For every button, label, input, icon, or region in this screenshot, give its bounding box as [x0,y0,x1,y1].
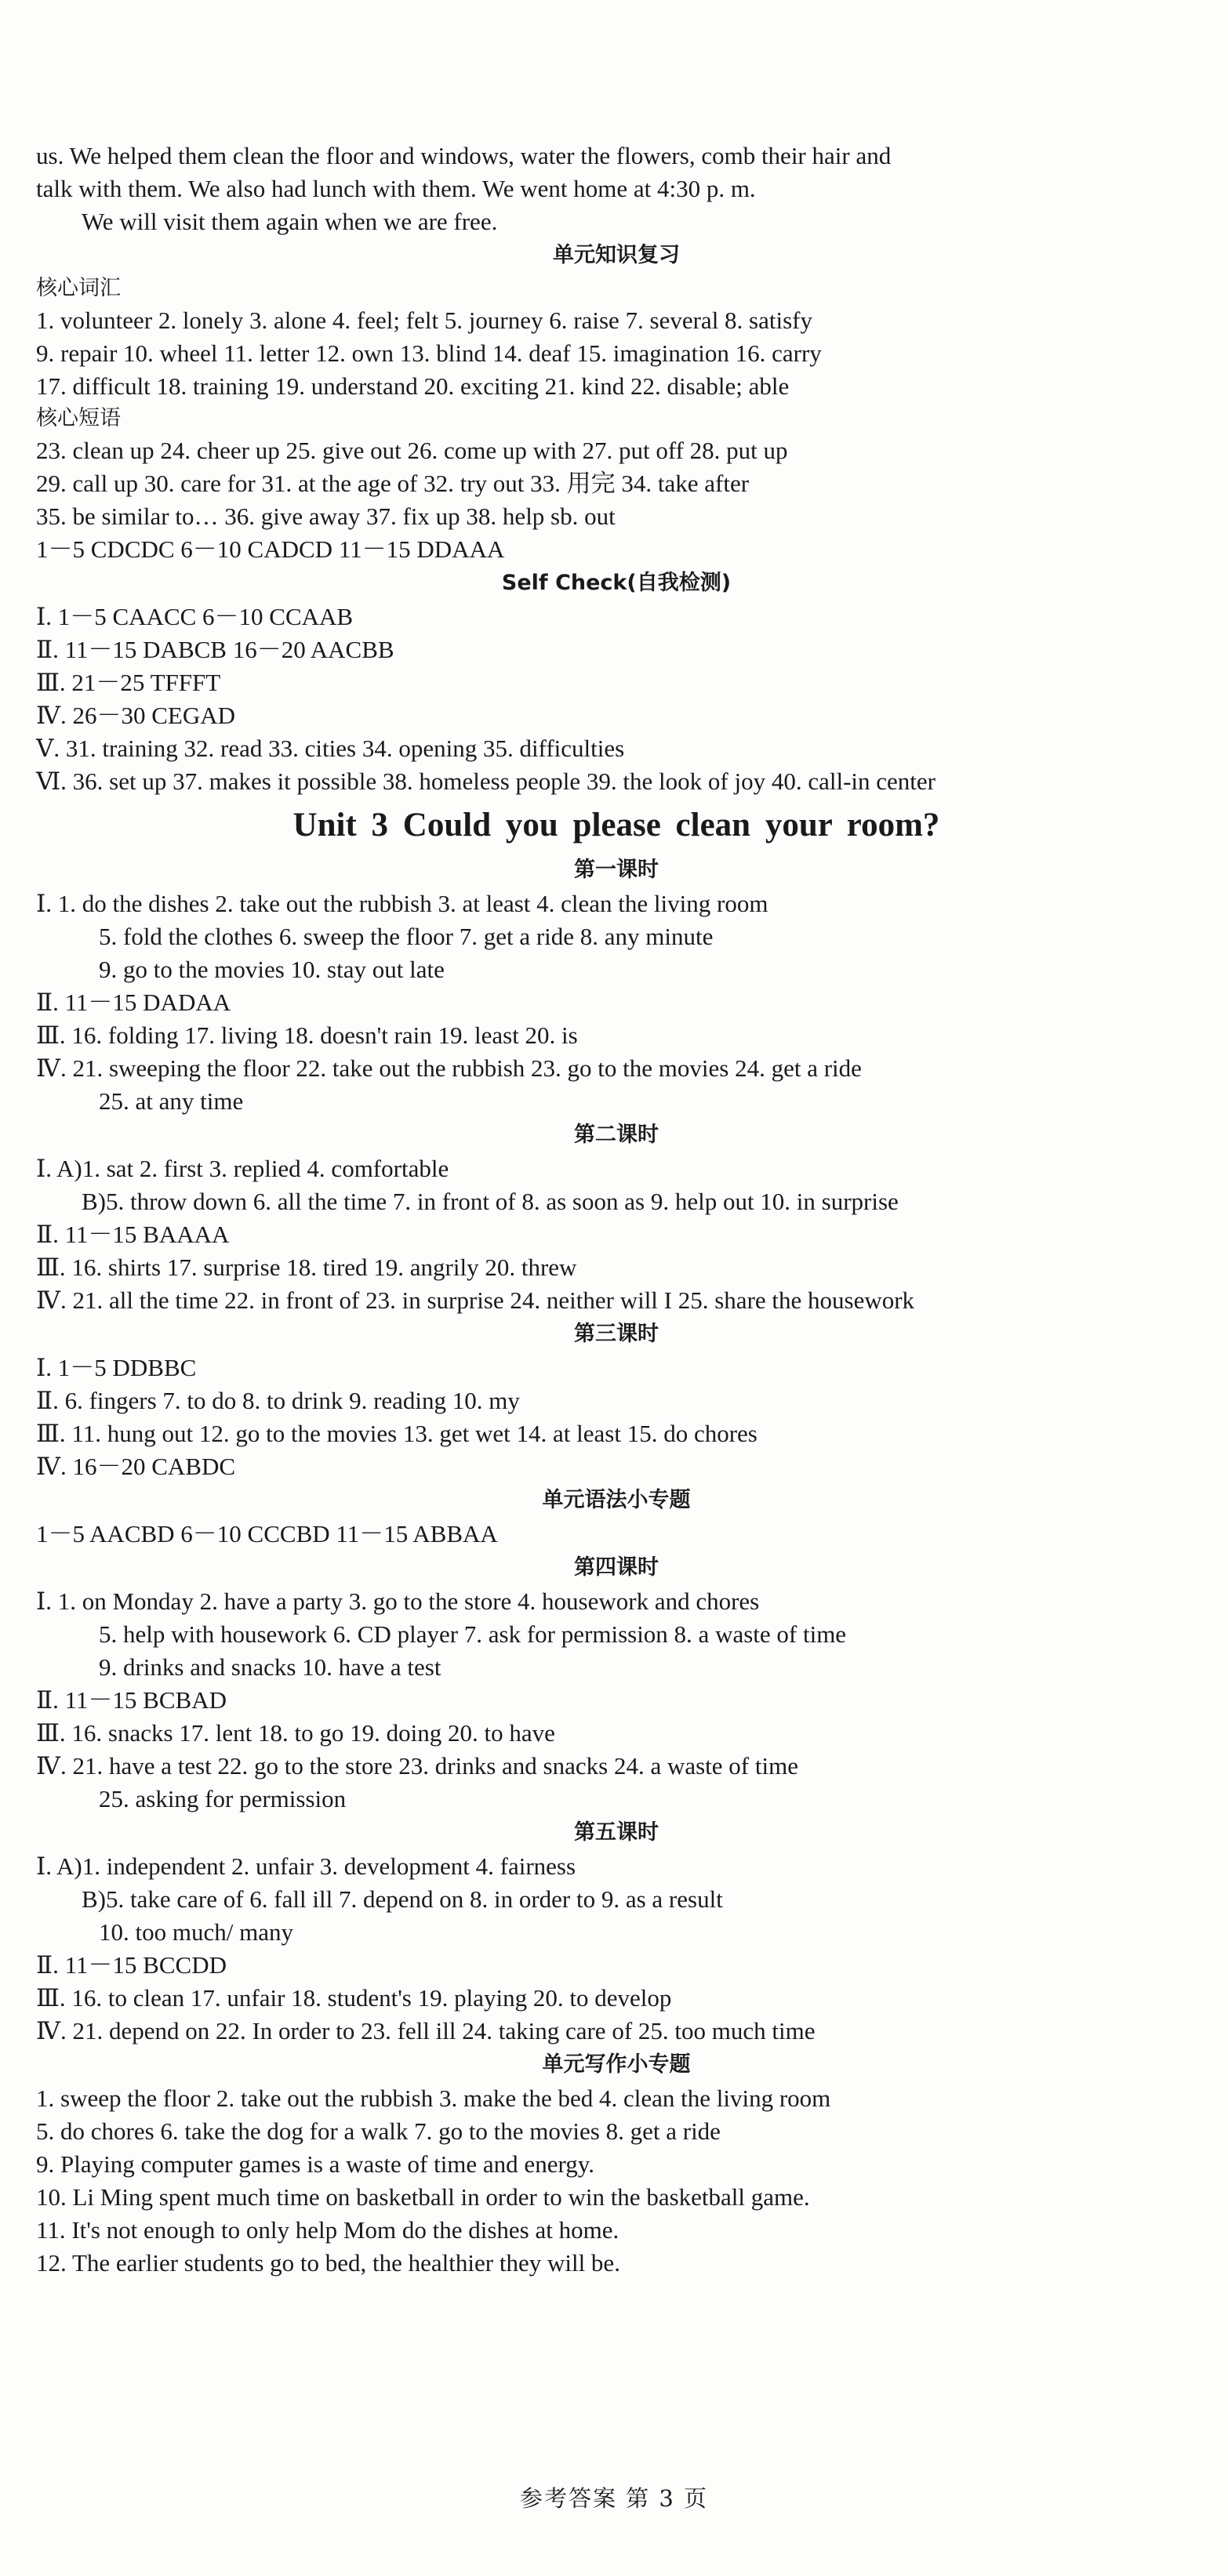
section-heading: 第二课时 [574,1123,659,1147]
answer-line: B)5. throw down 6. all the time 7. in front of 8. as soon as 9. help out 10. in surprise [82,1188,899,1215]
answer-line: Ⅲ. 16. snacks 17. lent 18. to go 19. doing 20. to have [36,1719,555,1747]
answer-line: 23. clean up 24. cheer up 25. give out 26. come up with 27. put off 28. put up [36,437,788,464]
answer-line: Ⅴ. 31. training 32. read 33. cities 34. opening 35. difficulties [36,735,625,762]
answer-line: Ⅰ. A)1. sat 2. first 3. replied 4. comfortable [36,1155,449,1182]
answer-line: Ⅳ. 21. sweeping the floor 22. take out the rubbish 23. go to the movies 24. get a ride [36,1054,862,1082]
subsection-label: 核心词汇 [36,276,121,300]
answer-line: Ⅱ. 11－15 DADAA [36,989,231,1016]
answer-line: 17. difficult 18. training 19. understand 20. exciting 21. kind 22. disable; able [36,372,790,400]
intro-line: us. We helped them clean the floor and windows, water the flowers, comb their hair and [36,142,892,169]
answer-line: Ⅱ. 11－15 BCBAD [36,1686,227,1714]
answer-line: Ⅱ. 6. fingers 7. to do 8. to drink 9. reading 10. my [36,1387,520,1414]
answer-line: Ⅵ. 36. set up 37. makes it possible 38. homeless people 39. the look of joy 40. call-in center [36,767,936,795]
answer-line: Ⅲ. 16. folding 17. living 18. doesn't rain 19. least 20. is [36,1021,578,1049]
answer-line: 1. volunteer 2. lonely 3. alone 4. feel; felt 5. journey 6. raise 7. several 8. satisfy [36,307,812,334]
answer-line: 10. Li Ming spent much time on basketball in order to win the basketball game. [36,2183,810,2211]
section-heading: 第四课时 [574,1555,659,1580]
page-footer: 参考答案 第 3 页 [519,2485,709,2512]
answer-line: Ⅳ. 16－20 CABDC [36,1453,236,1480]
unit-sections [36,853,1197,2280]
answer-line: Ⅰ. 1. do the dishes 2. take out the rubbish 3. at least 4. clean the living room [36,890,768,917]
intro-line: We will visit them again when we are free. [82,208,498,235]
answer-line: 9. Playing computer games is a waste of time and energy. [36,2150,594,2178]
unit-title: Unit 3 Could you please clean your room? [292,807,940,844]
answer-line: Ⅲ. 21－25 TFFFT [36,669,221,696]
section-heading: 第一课时 [574,858,659,882]
answer-line: Ⅳ. 26－30 CEGAD [36,702,235,729]
subsection-label: 核心短语 [36,406,121,430]
answer-line: 12. The earlier students go to bed, the healthier they will be. [36,2249,620,2277]
answer-line: 29. call up 30. care for 31. at the age of 32. try out 33. 用完 34. take after [36,470,750,497]
answer-line: 5. do chores 6. take the dog for a walk 7. go to the movies 8. get a ride [36,2117,721,2145]
answer-line: Ⅲ. 16. to clean 17. unfair 18. student's 19. playing 20. to develop [36,1984,672,2012]
answer-line: Ⅱ. 11－15 BAAAA [36,1221,230,1248]
answer-line: 5. help with housework 6. CD player 7. ask for permission 8. a waste of time [99,1620,847,1648]
answer-line: Ⅰ. 1－5 DDBBC [36,1354,197,1381]
answer-line: 9. drinks and snacks 10. have a test [99,1653,441,1681]
answer-line: 1. sweep the floor 2. take out the rubbish 3. make the bed 4. clean the living room [36,2084,831,2112]
answer-line: 9. go to the movies 10. stay out late [99,956,445,983]
answer-line: 11. It's not enough to only help Mom do the dishes at home. [36,2216,619,2244]
intro-line: talk with them. We also had lunch with them. We went home at 4:30 p. m. [36,175,756,202]
answer-line: 35. be similar to… 36. give away 37. fix up 38. help sb. out [36,503,616,530]
answer-line: Ⅲ. 11. hung out 12. go to the movies 13. get wet 14. at least 15. do chores [36,1420,758,1447]
answer-line: Ⅲ. 16. shirts 17. surprise 18. tired 19. angrily 20. threw [36,1254,577,1281]
answer-line: Ⅱ. 11－15 BCCDD [36,1951,227,1979]
section-heading: Self Check(自我检测) [501,571,732,595]
answer-line: Ⅰ. 1. on Monday 2. have a party 3. go to the store 4. housework and chores [36,1587,760,1615]
section-heading: 单元语法小专题 [542,1488,691,1512]
section-heading: 第五课时 [574,1820,659,1845]
answer-line: 5. fold the clothes 6. sweep the floor 7. get a ride 8. any minute [99,923,714,950]
answer-line: 25. asking for permission [99,1785,347,1812]
answer-line: Ⅳ. 21. all the time 22. in front of 23. in surprise 24. neither will I 25. share the housework [36,1286,915,1314]
section-heading: 第三课时 [574,1322,659,1346]
answer-line: Ⅱ. 11－15 DABCB 16－20 AACBB [36,636,394,663]
answer-line: 9. repair 10. wheel 11. letter 12. own 13. blind 14. deaf 15. imagination 16. carry [36,339,822,367]
answer-line: Ⅳ. 21. have a test 22. go to the store 23. drinks and snacks 24. a waste of time [36,1752,798,1780]
answer-line: 1－5 CDCDC 6－10 CADCD 11－15 DDAAA [36,535,505,563]
section-heading: 单元写作小专题 [542,2052,691,2077]
answer-line: Ⅰ. A)1. independent 2. unfair 3. development 4. fairness [36,1852,576,1880]
answer-line: Ⅳ. 21. depend on 22. In order to 23. fell ill 24. taking care of 25. too much time [36,2017,816,2044]
answer-line: 10. too much/ many [99,1918,293,1946]
answer-line: Ⅰ. 1－5 CAACC 6－10 CCAAB [36,603,354,630]
page-content [36,140,1197,2280]
answer-line: B)5. take care of 6. fall ill 7. depend on 8. in order to 9. as a result [82,1885,723,1913]
section-heading: 单元知识复习 [553,243,680,267]
answer-line: 25. at any time [99,1087,244,1115]
answer-line: 1－5 AACBD 6－10 CCCBD 11－15 ABBAA [36,1520,498,1547]
